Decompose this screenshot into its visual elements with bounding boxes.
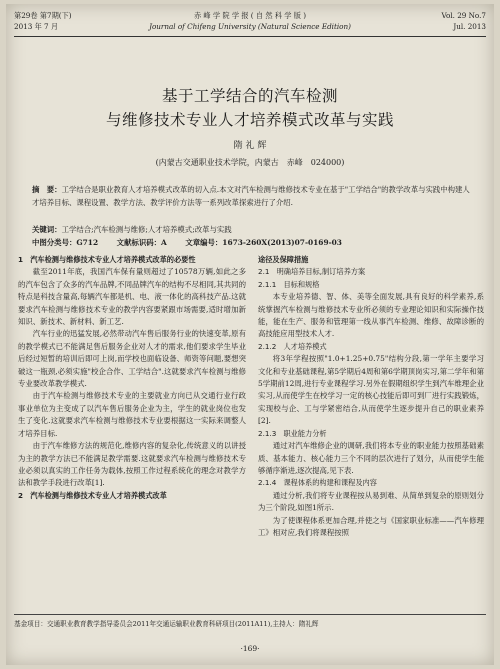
header-vol <box>441 10 486 32</box>
header-volume-issue: 第29卷 第7期(下) <box>14 11 72 20</box>
abstract-label: 摘 要： <box>32 185 62 194</box>
header-journal-cn: 赤 峰 学 院 学 报 ( 自 然 科 学 版 ) <box>193 11 307 20</box>
article-number: 文章编号：1673-260X(2013)07-0169-03 <box>185 238 342 247</box>
author-name: 隋 礼 辉 <box>233 141 267 151</box>
author-affiliation: (内蒙古交通职业技术学院，内蒙古 赤峰 024000) <box>155 158 345 167</box>
body-paragraph: 为了使课程体系更加合理,并使之与《国家职业标准——汽车修理工》相对应,我们将课程按照 <box>258 515 484 537</box>
section-heading: 2.1.2 人才培养模式 <box>258 341 327 351</box>
journal-page <box>6 4 494 665</box>
section-heading: 1 汽车检测与维修技术专业人才培养模式改革的必要性 <box>18 255 196 264</box>
body-paragraph: 通过分析,我们将专业课程按从易到难、从简单到复杂的原则划分为三个阶段,如图1所示. <box>258 490 484 513</box>
abstract-text: 工学结合是职业教育人才培养模式改革的切入点.本文对汽车检测与维修技术专业在基于"工学结合"的教学改革与实践中构建人才培养目标、课程设置、教学方法、教学评价方法等一系列改革探索进行了介绍. <box>32 185 470 207</box>
class-number: 中图分类号：G712 <box>32 238 99 247</box>
body-paragraph: 由于汽车检测与维修技术专业的主要就业方向已从交通行业行政事业单位为主变成了以汽车售后服务企业为主，学生的就业岗位也发生了变化.这就要求汽车检测与维修技术专业要根据这一实际来调整人才培养目标. <box>18 391 246 438</box>
abstract <box>32 184 474 209</box>
body-paragraph: 由于汽车维修方法的规范化,维修内容的复杂化,传统意义的以讲授为主的教学方法已不能满足教学需要.这就要求汽车检测与维修技术专业必须以真实的工作任务为载体,按照工作过程系统化的理念对教学方法和教学手段进行改革[1]. <box>18 441 246 488</box>
keywords-text: 工学结合;汽车检测与维修;人才培养模式;改革与实践 <box>61 225 232 234</box>
document-code: 文献标识码：A <box>116 238 167 247</box>
body-column-left <box>18 254 246 502</box>
section-heading: 2.1.3 职业能力分析 <box>258 428 327 438</box>
body-column-right <box>258 254 484 539</box>
body-paragraph: 截至2011年底，我国汽车保有量则超过了10578万辆,如此之多的汽车包含了众多的汽车品牌,不同品牌汽车的结构不尽相同,其共同的特点是科技含量高,每辆汽车都是机、电、液一体化的高科技产品.这就要求汽车检测与维修技术专业的教学内容要紧跟市场需要,适时增加新知识、新技术、新材料、新工艺. <box>18 267 246 327</box>
section-heading: 2.1.1 目标和规格 <box>258 279 320 289</box>
page-number: ·169· <box>240 644 260 653</box>
section-heading: 2.1.4 课程体系的构建和课程及内容 <box>258 478 377 488</box>
section-heading: 2.1 明确培养目标,制订培养方案 <box>258 267 366 277</box>
keywords-label: 关键词： <box>32 225 62 234</box>
body-paragraph: 汽车行业的迅猛发展,必然带动汽车售后服务行业的快速变革,原有的教学模式已不能满足售后服务企业对人才的需求,他们要求学生毕业后经过短暂的培训后即可上岗,而学校也面临设备、师资等问题,要想突破这一瓶颈,必须实施"校企合作、工学结合".这就要求汽车检测与维修专业要改革教学模式. <box>18 329 246 389</box>
header-date: 2013 年 7 月 <box>14 22 59 31</box>
running-header <box>14 10 486 37</box>
header-journal <box>14 10 486 32</box>
body-paragraph: 本专业培养德、智、体、美等全面发展,具有良好的科学素养,系统掌握汽车检测与维修技术专业所必须的专业理论知识和实际操作技能，能在生产、服务和管理第一线从事汽车检测、维修、故障诊断的高技能应用型技术人才. <box>258 292 484 339</box>
body-paragraph: 将3年学程按照"1.0+1.25+0.75"结构分段,第一学年主要学习文化和专业基础课程,第5学期后4周和第6学期顶岗实习,第二学年和第5学期前12周,进行专业课程学习.另外在假期组织学生到汽车维理企业实习,从而使学生在校学习一定的核心技能后即可到厂进行实践锻炼，实现校与企、工与学紧密结合,从而使学生逐步提升自己的职业素养[2]. <box>258 354 484 426</box>
keywords <box>32 224 474 235</box>
classification-line <box>32 237 474 248</box>
section-heading: 途径及保障措施 <box>258 255 309 264</box>
header-vol-no: Vol. 29 No.7 <box>441 11 486 20</box>
section-heading: 2 汽车检测与维修技术专业人才培养模式改革 <box>18 490 167 500</box>
body-paragraph: 通过对汽车维修企业的调研,我们将本专业的职业能力按照基础素质、基本能力、核心能力三个不同的层次进行了划分，从而使学生能够循序渐进,逐次提高,见下表. <box>258 441 484 475</box>
header-journal-en: Journal of Chifeng University (Natural Science Edition) <box>149 22 351 31</box>
header-month: Jul. 2013 <box>453 22 486 31</box>
funding-footnote: 基金项目：交通职业教育教学指导委员会2011年交通运输职业教育科研项目(2011A11),主持人：隋礼辉 <box>14 614 486 628</box>
paper-title-line1: 基于工学结合的汽车检测 <box>161 87 338 105</box>
paper-title-line2: 与维修技术专业人才培养模式改革与实践 <box>105 111 394 129</box>
